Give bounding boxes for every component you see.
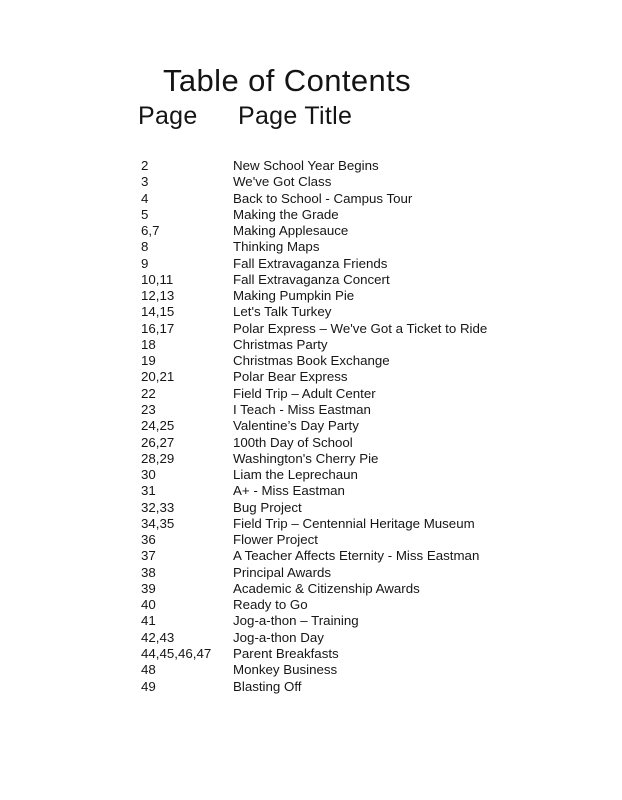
toc-row-pages: 18	[141, 336, 156, 352]
toc-row-title: I Teach - Miss Eastman	[233, 401, 371, 417]
toc-row-title: Liam the Leprechaun	[233, 467, 358, 483]
toc-row-pages: 44,45,46,47	[141, 645, 212, 661]
toc-row	[141, 223, 601, 239]
toc-row	[141, 435, 601, 451]
toc-row	[141, 288, 601, 304]
toc-row	[141, 662, 601, 678]
toc-row-pages: 34,35	[141, 515, 175, 531]
toc-row-pages: 23	[141, 401, 156, 417]
toc-row-title: Academic & Citizenship Awards	[233, 580, 420, 596]
toc-row-pages: 36	[141, 532, 156, 548]
toc-row-pages: 24,25	[141, 418, 175, 434]
toc-row-pages: 49	[141, 678, 156, 694]
toc-row-pages: 42,43	[141, 629, 175, 645]
toc-row-title: Field Trip – Centennial Heritage Museum	[233, 515, 475, 531]
toc-row-pages: 6,7	[141, 223, 160, 239]
toc-row-pages: 16,17	[141, 320, 175, 336]
column-header-page: Page	[138, 102, 198, 130]
toc-row-pages: 12,13	[141, 288, 175, 304]
toc-row	[141, 630, 601, 646]
toc-row-title: Ready to Go	[233, 597, 308, 613]
toc-row	[141, 386, 601, 402]
toc-row	[141, 402, 601, 418]
toc-row	[141, 679, 601, 695]
toc-row-title: Making Pumpkin Pie	[233, 288, 355, 304]
toc-row-pages: 40	[141, 597, 156, 613]
toc-row-title: Jog-a-thon Day	[233, 629, 324, 645]
column-headers	[0, 101, 622, 131]
toc-row	[141, 256, 601, 272]
toc-row-title: Blasting Off	[233, 678, 302, 694]
toc-row	[141, 321, 601, 337]
toc-row-title: 100th Day of School	[233, 434, 353, 450]
column-header-title: Page Title	[238, 102, 353, 130]
toc-row-pages: 28,29	[141, 450, 175, 466]
toc-row-title: Monkey Business	[233, 662, 338, 678]
toc-row	[141, 597, 601, 613]
toc-row-title: New School Year Begins	[233, 158, 379, 173]
toc-row	[141, 516, 601, 532]
toc-row	[141, 565, 601, 581]
toc-row-pages: 39	[141, 580, 156, 596]
document-title: Table of Contents	[163, 63, 412, 98]
toc-row-pages: 5	[141, 206, 149, 222]
toc-row	[141, 304, 601, 320]
toc-row-title: Bug Project	[233, 499, 302, 515]
toc-row	[141, 239, 601, 255]
toc-row-pages: 26,27	[141, 434, 175, 450]
toc-row-pages: 30	[141, 467, 156, 483]
toc-row	[141, 207, 601, 223]
toc-row-title: Washington's Cherry Pie	[233, 450, 379, 466]
toc-row-title: Flower Project	[233, 532, 318, 548]
toc-row	[141, 532, 601, 548]
toc-row	[141, 191, 601, 207]
toc-row	[141, 272, 601, 288]
toc-row-pages: 20,21	[141, 369, 175, 385]
toc-row	[141, 548, 601, 564]
toc-row	[141, 451, 601, 467]
toc-row	[141, 483, 601, 499]
toc-row	[141, 369, 601, 385]
toc-row	[141, 158, 601, 174]
toc-row	[141, 581, 601, 597]
toc-row-title: We've Got Class	[233, 174, 332, 190]
toc-row	[141, 174, 601, 190]
toc-row-pages: 14,15	[141, 304, 175, 320]
toc-list	[141, 158, 601, 695]
toc-row-title: Fall Extravaganza Friends	[233, 255, 388, 271]
toc-row-pages: 10,11	[141, 271, 174, 287]
toc-row-title: A+ - Miss Eastman	[233, 483, 345, 499]
toc-row-title: Back to School - Campus Tour	[233, 190, 413, 206]
toc-row-title: Polar Express – We've Got a Ticket to Ride	[233, 320, 488, 336]
toc-row-pages: 38	[141, 564, 156, 580]
toc-row-pages: 32,33	[141, 499, 175, 515]
toc-row-pages: 19	[141, 353, 156, 369]
toc-row	[141, 613, 601, 629]
toc-row-pages: 9	[141, 255, 149, 271]
toc-row-pages: 41	[141, 613, 156, 629]
toc-row-title: Polar Bear Express	[233, 369, 348, 385]
toc-row	[141, 353, 601, 369]
toc-row-pages: 48	[141, 662, 156, 678]
toc-row-pages: 37	[141, 548, 156, 564]
toc-row	[141, 500, 601, 516]
toc-row-title: Thinking Maps	[233, 239, 320, 255]
toc-row-title: Fall Extravaganza Concert	[233, 271, 390, 287]
toc-row	[141, 418, 601, 434]
toc-row-title: A Teacher Affects Eternity - Miss Eastman	[233, 548, 480, 564]
toc-row	[141, 337, 601, 353]
toc-row-title: Field Trip – Adult Center	[233, 385, 376, 401]
toc-row-pages: 2	[141, 158, 149, 173]
toc-row-title: Making the Grade	[233, 206, 339, 222]
toc-row-title: Parent Breakfasts	[233, 645, 339, 661]
toc-row-pages: 22	[141, 385, 156, 401]
toc-row-title: Valentine’s Day Party	[233, 418, 359, 434]
toc-row-title: Principal Awards	[233, 564, 332, 580]
toc-row-pages: 31	[141, 483, 156, 499]
toc-row-pages: 3	[141, 174, 149, 190]
toc-row	[141, 646, 601, 662]
toc-row-pages: 8	[141, 239, 149, 255]
toc-row-title: Christmas Book Exchange	[233, 353, 390, 369]
toc-row-title: Let's Talk Turkey	[233, 304, 332, 320]
toc-row-pages: 4	[141, 190, 149, 206]
toc-row-title: Jog-a-thon – Training	[233, 613, 359, 629]
toc-row-title: Making Applesauce	[233, 223, 349, 239]
toc-row	[141, 467, 601, 483]
toc-row-title: Christmas Party	[233, 336, 328, 352]
